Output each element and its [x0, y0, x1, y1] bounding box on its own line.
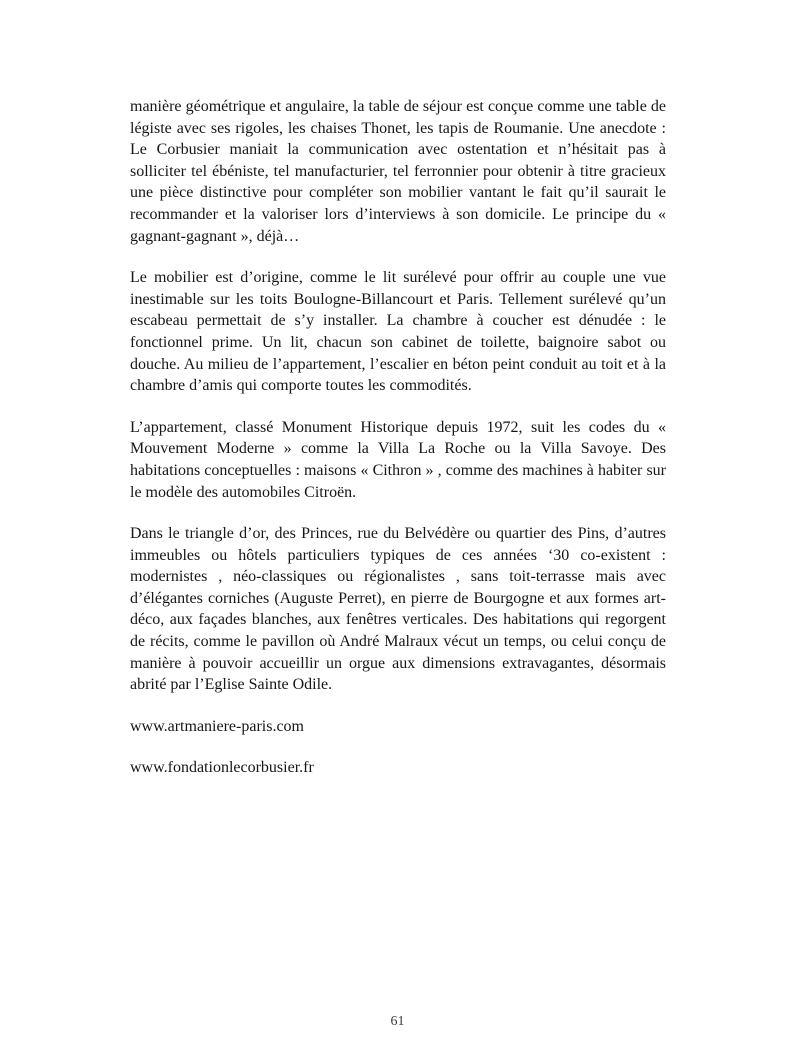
page-number: 61	[390, 1014, 405, 1029]
body-paragraph: Le mobilier est d’origine, comme le lit surélevé pour offrir au couple une vue inestimable sur les toits Boulogne-Billancourt et Paris. Tellement surélevé qu’un escabeau permettait de s’y installer. La chambre à coucher est dénudée : le fonctionnel prime. Un lit, chacun son cabinet de toilette, baignoire sabot ou douche. Au milieu de l’appartement, l’escalier en béton peint conduit au toit et à la chambre d’amis qui comporte toutes les commodités.	[130, 269, 666, 395]
document-body	[130, 96, 666, 799]
body-paragraph: manière géométrique et angulaire, la table de séjour est conçue comme une table de légiste avec ses rigoles, les chaises Thonet, les tapis de Roumanie. Une anecdote : Le Corbusier maniait la communication avec ostentation et n’hésitait pas à solliciter tel ébéniste, tel manufacturier, tel ferronnier pour obtenir à titre gracieux une pièce distinctive pour compléter son mobilier vantant le fait qu’il saurait le recommander et la valoriser lors d’interviews à son domicile. Le principe du « gagnant-gagnant », déjà…	[130, 98, 666, 245]
body-paragraph: L’appartement, classé Monument Historique depuis 1972, suit les codes du « Mouvement Moderne » comme la Villa La Roche ou la Villa Savoye. Des habitations conceptuelles : maisons « Cithron » , comme des machines à habiter sur le modèle des automobiles Citroën.	[130, 418, 666, 501]
body-paragraph: Dans le triangle d’or, des Princes, rue du Belvédère ou quartier des Pins, d’autres immeubles ou hôtels particuliers typiques de ces années ‘30 co-existent : modernistes , néo-classiques ou régionalistes , sans toit-terrasse mais avec d’élégantes corniches (Auguste Perret), en pierre de Bourgogne et aux formes art-déco, aux façades blanches, aux fenêtres verticales. Des habitations qui regorgent de récits, comme le pavillon où André Malraux vécut un temps, ou celui conçu de manière à pouvoir accueillir un orgue aux dimensions extravagantes, désormais abrité par l’Eglise Sainte Odile.	[130, 525, 666, 694]
website-link-fondationlecorbusier: www.fondationlecorbusier.fr	[130, 759, 314, 777]
website-link-artmaniere: www.artmaniere-paris.com	[130, 717, 304, 735]
